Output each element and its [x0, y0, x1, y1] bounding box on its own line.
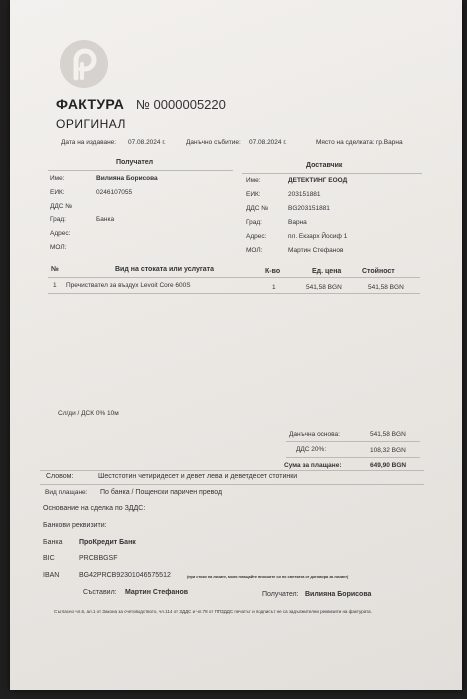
place-label: Място на сделката: — [316, 139, 375, 146]
payment-method-label: Вид плащане: — [45, 489, 88, 496]
items-header-qty: К-во — [265, 268, 281, 275]
items-header-no: № — [51, 266, 59, 273]
author-label: Съставил: — [83, 589, 117, 596]
item-no: 1 — [53, 282, 57, 289]
recipient-heading: Получател — [116, 159, 154, 166]
items-header-total: Стойност — [362, 268, 395, 275]
company-logo-icon — [58, 38, 110, 90]
bic: PRCBBGSF — [79, 555, 118, 562]
amount-in-words: Шестстотин четиридесет и девет лева и деветдесет стотинки — [98, 473, 298, 480]
bank-label: Банка — [43, 539, 63, 546]
vat-amount-label: ДДС 20%: — [296, 446, 327, 453]
words-label: Словом: — [46, 473, 74, 480]
supplier-heading: Доставчик — [306, 162, 343, 169]
supplier-address-label: Адрес: — [246, 233, 267, 240]
receiver-name: Вилияна Борисова — [305, 591, 372, 598]
recipient-eik-label: ЕИК: — [50, 189, 65, 196]
vat-basis-label: Основание на сделка по ЗДДС: — [43, 505, 146, 512]
invoice-original-label: ОРИГИНАЛ — [56, 117, 126, 131]
supplier-city: Варна — [288, 219, 307, 226]
item-qty: 1 — [272, 284, 276, 291]
recipient-address-label: Адрес: — [50, 230, 71, 237]
recipient-city-label: Град: — [50, 216, 66, 223]
supplier-eik-label: ЕИК: — [246, 191, 261, 198]
payment-divider — [40, 484, 424, 485]
tax-event-label: Данъчно събитие: — [186, 139, 241, 146]
bic-label: BIC — [43, 555, 55, 562]
tax-event-date: 07.08.2024 г. — [249, 139, 287, 146]
item-total: 541,58 BGN — [368, 284, 404, 291]
invoice-title: ФАКТУРА — [56, 96, 125, 112]
recipient-mol-label: МОЛ: — [50, 244, 67, 251]
issue-date-label: Дата на издаване: — [61, 139, 117, 146]
invoice-sheet — [10, 0, 462, 690]
recipient-name: Вилияна Борисова — [96, 175, 158, 182]
items-row-divider — [48, 293, 420, 294]
supplier-city-label: Град: — [246, 219, 262, 226]
vat-amount: 108,32 BGN — [370, 447, 406, 454]
invoice-number: № 0000005220 — [136, 97, 226, 112]
supplier-divider — [242, 173, 422, 174]
author-name: Мартин Стефанов — [125, 589, 189, 596]
tax-base-label: Данъчна основа: — [289, 431, 340, 438]
tax-base: 541,58 BGN — [370, 431, 406, 438]
supplier-eik: 203151881 — [288, 191, 321, 198]
bank-details-heading: Банкови реквизити: — [43, 522, 107, 529]
item-unit-price: 541,58 BGN — [306, 284, 342, 291]
iban-note: (при стоки на лизинг, моля плащайте вноските си по сметката от договора за лизинг) — [187, 575, 349, 579]
vat-note: Сл/ди / ДСК 0% 10м — [58, 410, 119, 417]
supplier-name: ДЕТЕКТИНГ ЕООД — [288, 177, 348, 184]
items-header-divider — [48, 277, 420, 278]
receiver-label: Получател: — [262, 591, 299, 598]
recipient-name-label: Име: — [50, 175, 65, 182]
vat-divider — [286, 457, 420, 458]
total-sum: 649,90 BGN — [370, 462, 407, 469]
supplier-mol: Мартин Стефанов — [288, 247, 344, 254]
supplier-name-label: Име: — [246, 177, 261, 184]
supplier-mol-label: МОЛ: — [246, 247, 263, 254]
bank-name: ПроКредит Банк — [79, 539, 136, 546]
tax-base-divider — [286, 441, 420, 442]
items-header-name: Вид на стоката или услугата — [115, 266, 214, 273]
recipient-divider — [48, 170, 233, 171]
total-sum-label: Сума за плащане: — [284, 462, 342, 469]
recipient-eik: 0246107055 — [96, 189, 133, 196]
supplier-vat-label: ДДС № — [246, 205, 269, 212]
supplier-vat: BG203151881 — [288, 205, 330, 212]
item-name: Пречиствател за въздух Levoit Core 600S — [66, 282, 191, 289]
legal-footnote: Съгласно чл.6, ал.1 от Закона за счетоводството, чл.114 от ЗДДС и чл.78 от ППЗДДС печатът и подписът не са задължителни реквизити на фактурата. — [54, 609, 372, 614]
words-divider — [40, 470, 424, 471]
payment-method: По банка / Пощенски паричен превод — [100, 489, 223, 496]
recipient-city: Банка — [96, 216, 115, 223]
issue-date: 07.08.2024 г. — [128, 139, 166, 146]
supplier-address: пл. Екзарх Йосиф 1 — [288, 233, 348, 240]
items-header-unit-price: Ед. цена — [312, 268, 342, 275]
place: гр.Варна — [376, 139, 403, 146]
iban: BG42PRCB92301046575512 — [79, 572, 171, 579]
recipient-vat-label: ДДС № — [50, 203, 73, 210]
iban-label: IBAN — [43, 572, 60, 579]
